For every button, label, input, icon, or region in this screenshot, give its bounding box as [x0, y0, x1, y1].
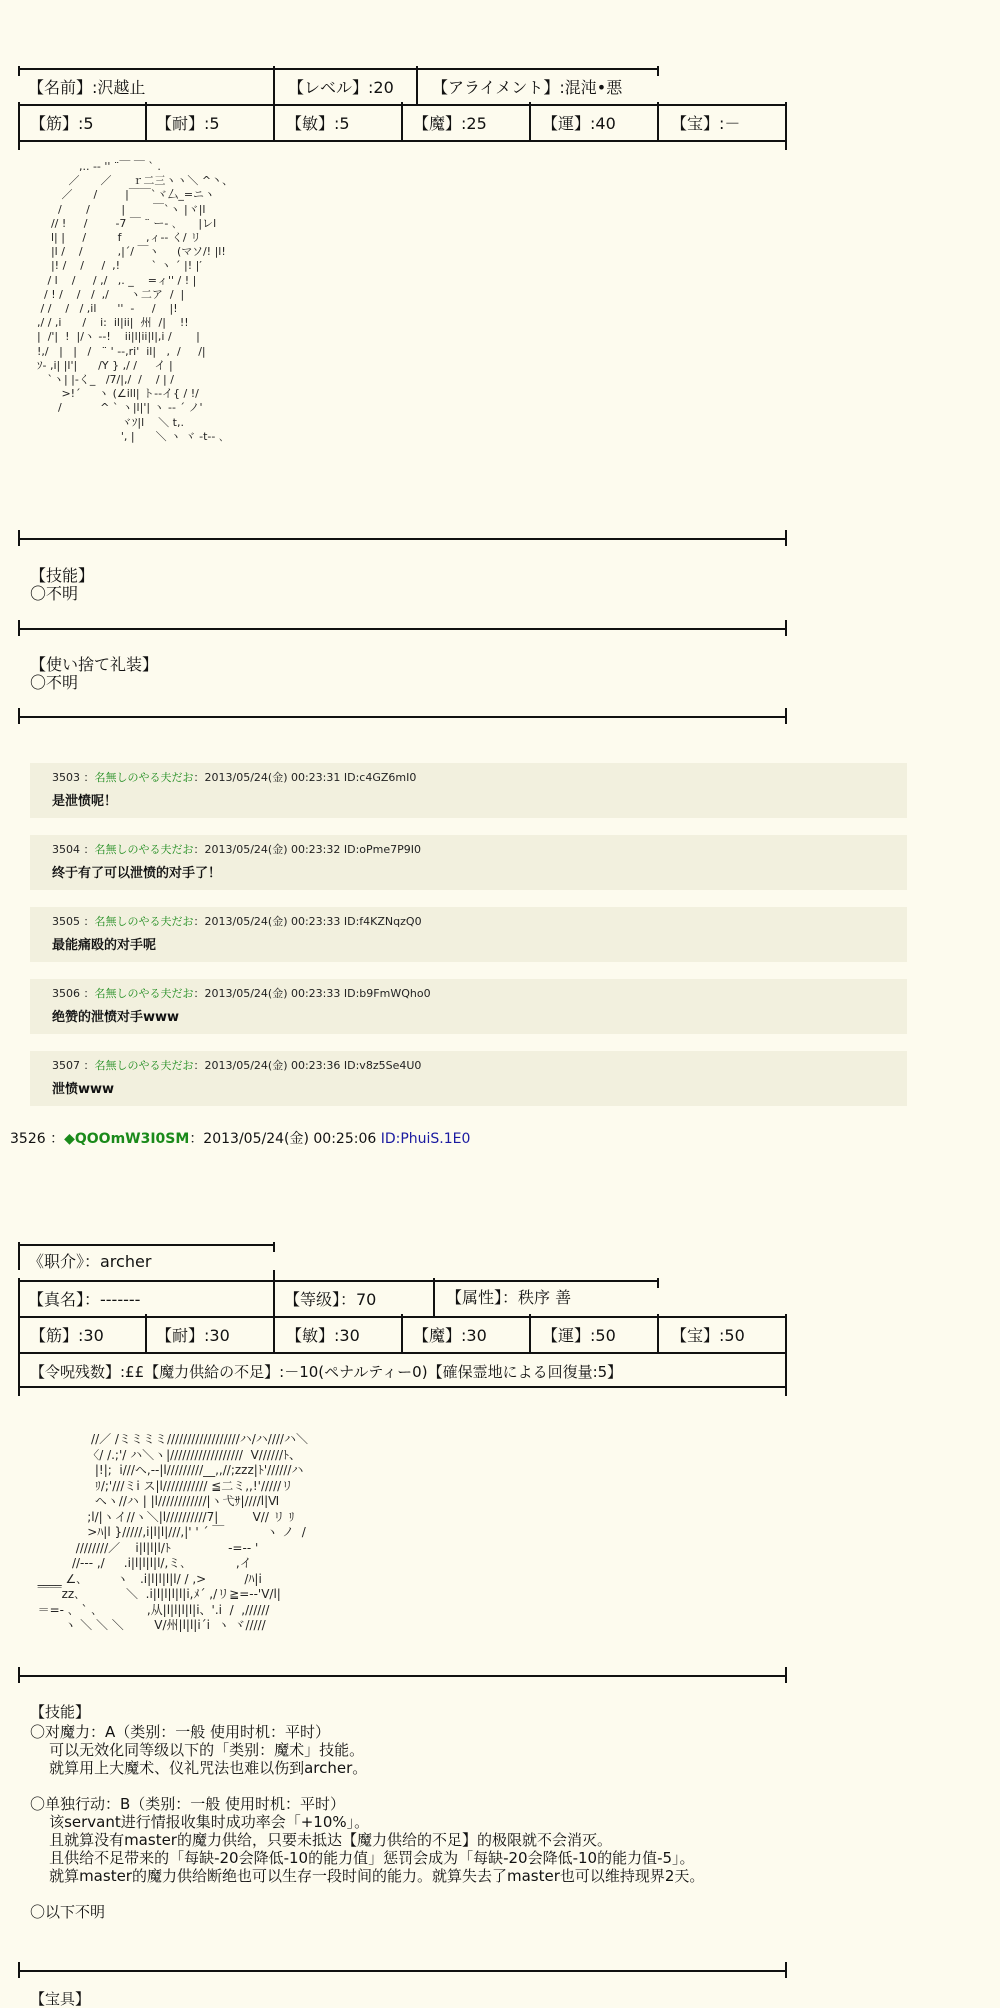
- res-date: 2013/05/24(金) 00:23:33: [204, 987, 341, 1000]
- post-header: [10, 1128, 470, 1148]
- card1-mystic-value: 〇不明: [30, 673, 79, 692]
- res-date: 2013/05/24(金) 00:23:36: [204, 1059, 341, 1072]
- card2-skills-list: 〇对魔力：A（类别：一般 使用时机：平时） 可以无效化同等级以下的「类别：魔术」技能。 就算用上大魔术、仪礼咒法也难以伤到archer。 〇单独行动：B（类别：一般 使用时机：平时） 该servant进行情报收集时成功率会「+10%」。 且就算没有master的魔力供给，只要未抵达【魔力供给的不足】的极限就不会消灭。 且供给不足带来的「每缺-20会降低-10的能力值」惩罚会成为「每缺-20会降低-10的能力值-5」。 就算master的魔力供给断绝也可以生存一段时间的能力。就算失去了master也可以维持现界2天。 〇以下不明: [30, 1723, 705, 1921]
- res-id: ID:c4GZ6mI0: [343, 771, 417, 784]
- res-name[interactable]: 名無しのやる夫だお: [94, 915, 194, 928]
- ascii-art-character-1: ,.. -‐ '' ¨￣ ￣ ` . ／ ／ ｒ二三ヽヽ＼ ^丶、 ／ / |￣￣`ヾ厶_=ニヽ / / | ￣`ヽ |ヾ|l // ! / -7 ￣ ¨ ー- ､ |レl l| | / f ,ィ-‐ く/ リ |l / / ,|´/ ￣ヽ (マソ/! |l! |! / / / ,! ` ヽ ´ |! |′ / l / / ,/ ,. _ =ィ'' / ! | / ! / / / ,/ ヽ二ア / | / / / / ,il '' - / |! ,/ / ,i / i: il|ii| 州 /| !! | /'| ! |/ヽ --! ii|l|ii|l|,i / | !,/ | | / ¨ ' ‐-,ri' il| , / /| ｿ- ,i| |l'| /Y } ,/ / イ | `ヽ| |-く_ /7/|,/ / / | / >!´ ヽ (∠ill| ト-‐イ{ / !/ / ^ ` ヽ|l|'| ヽ -- ´ ノ' ヾｿ|l ＼ t,. ', | ＼ ヽ ヾ -t-- ､: [36, 160, 234, 443]
- card2-name: 【真名】：-------: [28, 1290, 141, 1309]
- res-num: 3503: [52, 771, 80, 784]
- res-body: 泄愤www: [52, 1082, 115, 1097]
- res-body: 是泄愤呢！: [52, 794, 118, 809]
- post-id[interactable]: ID:PhuiS.1E0: [380, 1131, 471, 1147]
- card2-stat-mag: 【魔】:30: [413, 1326, 487, 1345]
- response-3506: 3506 ：名無しのやる夫だお：2013/05/24(金) 00:23:33 ID:b9FmWQho0 绝赞的泄愤对手www: [30, 979, 907, 1034]
- card2-level: 【等级】：70: [284, 1290, 377, 1309]
- card1-mystic-title: 【使い捨て礼装】: [30, 655, 159, 674]
- res-name[interactable]: 名無しのやる夫だお: [94, 771, 194, 784]
- res-id: ID:f4KZNqzQ0: [343, 915, 422, 928]
- res-id: ID:b9FmWQho0: [343, 987, 431, 1000]
- card2-status-line: 【令呪残数】:££【魔力供給の不足】:－10(ペナルティー0)【確保霊地による回復量:5】: [30, 1363, 623, 1381]
- res-date: 2013/05/24(金) 00:23:32: [204, 843, 341, 856]
- card1-skills-title: 【技能】: [30, 566, 95, 585]
- card2-footer-partial: 【宝具】: [30, 1990, 91, 2008]
- card2-attr: 【属性】：秩序 善: [446, 1288, 572, 1307]
- card2-stat-end: 【耐】:30: [156, 1326, 230, 1345]
- card2-stat-str: 【筋】:30: [30, 1326, 104, 1345]
- res-num: 3507: [52, 1059, 80, 1072]
- res-num: 3506: [52, 987, 80, 1000]
- res-body: 绝赞的泄愤对手www: [52, 1010, 180, 1025]
- card1-stat-agi: 【敏】:5: [286, 114, 350, 133]
- card1-stat-luck: 【運】:40: [542, 114, 616, 133]
- card2-class: 《职介》：archer: [28, 1252, 152, 1271]
- post-tripcode[interactable]: ◆QOOmW3I0SM: [64, 1131, 190, 1147]
- post-date: ：2013/05/24(金) 00:25:06: [189, 1131, 377, 1147]
- res-num: 3504: [52, 843, 80, 856]
- card1-stat-np: 【宝】:－: [671, 114, 741, 133]
- card1-alignment: 【アライメント】:混沌•悪: [432, 78, 623, 97]
- card2-stat-luck: 【運】:50: [542, 1326, 616, 1345]
- card1-level: 【レベル】:20: [288, 78, 394, 97]
- card1-stat-end: 【耐】:5: [156, 114, 220, 133]
- card1-stat-mag: 【魔】:25: [413, 114, 487, 133]
- card1-skills-value: 〇不明: [30, 584, 79, 603]
- res-name[interactable]: 名無しのやる夫だお: [94, 1059, 194, 1072]
- post-separator: ：: [50, 1131, 65, 1147]
- post-number[interactable]: 3526: [10, 1131, 46, 1147]
- res-date: 2013/05/24(金) 00:23:31: [204, 771, 341, 784]
- response-3504: 3504 ：名無しのやる夫だお：2013/05/24(金) 00:23:32 ID:oPme7P9I0 终于有了可以泄愤的对手了！: [30, 835, 907, 890]
- response-3503: 3503 ：名無しのやる夫だお：2013/05/24(金) 00:23:31 ID:c4GZ6mI0 是泄愤呢！: [30, 763, 907, 818]
- res-body: 终于有了可以泄愤的对手了！: [52, 866, 222, 881]
- card2-skills-title: 【技能】: [30, 1703, 91, 1721]
- res-id: ID:oPme7P9I0: [343, 843, 422, 856]
- res-num: 3505: [52, 915, 80, 928]
- res-date: 2013/05/24(金) 00:23:33: [204, 915, 341, 928]
- response-3505: 3505 ：名無しのやる夫だお：2013/05/24(金) 00:23:33 ID:f4KZNqzQ0 最能痛殴的对手呢: [30, 907, 907, 962]
- card2-stat-agi: 【敏】:30: [286, 1326, 360, 1345]
- card1-stat-str: 【筋】:5: [30, 114, 94, 133]
- res-name[interactable]: 名無しのやる夫だお: [94, 987, 194, 1000]
- response-3507: 3507 ：名無しのやる夫だお：2013/05/24(金) 00:23:36 ID:v8z5Se4U0 泄愤www: [30, 1051, 907, 1106]
- res-id: ID:v8z5Se4U0: [343, 1059, 422, 1072]
- res-body: 最能痛殴的对手呢: [52, 938, 157, 953]
- ascii-art-character-2: //／ /ミミミミ//////////////////ハ/ハ////ハ＼ 〈/ /.;'/ ハ＼ヽ|////////////////// Ⅴ//////ﾄ、 |!|; i///ヘ,-‐|l/////////__,,//;zzz|ﾄ'//////ハ ﾘ/;'///ミi ス|l/////////// ≦二ミ,,!'/////リ ヘヽ//ハ | |l////////////|ヽ弋ｻ|////l|Ⅵ ;l/|ヽイ//ヽ＼|l//////////7| V// リ ﾘ >ﾊ|l }/////,i|l|l|///,|' ' ´ ￣ ヽ ノ / ////////／ i|l|l|l/ﾄ ‐=-‐ ' //‐‐‐ ,/ .i|l|l|l|l/,ミ､ ,イ ____ ∠､ ヽ .i|l|l|l|l/ / ,> /ﾊ|i ￣￣zz､ ＼ .i|l|l|l|l|i,ﾒ´ ,/リ≧=‐‐'V/l| ＝=- ､ ` ､ ,从|l|l|l|l|i、'.i / ,////// ヽ ＼ ＼ ＼ Ⅴ/州|l|l|i´i ヽ ヾ/////: [37, 1432, 308, 1632]
- res-name[interactable]: 名無しのやる夫だお: [94, 843, 194, 856]
- card2-stat-np: 【宝】:50: [671, 1326, 745, 1345]
- card1-name: 【名前】:沢越止: [28, 78, 146, 97]
